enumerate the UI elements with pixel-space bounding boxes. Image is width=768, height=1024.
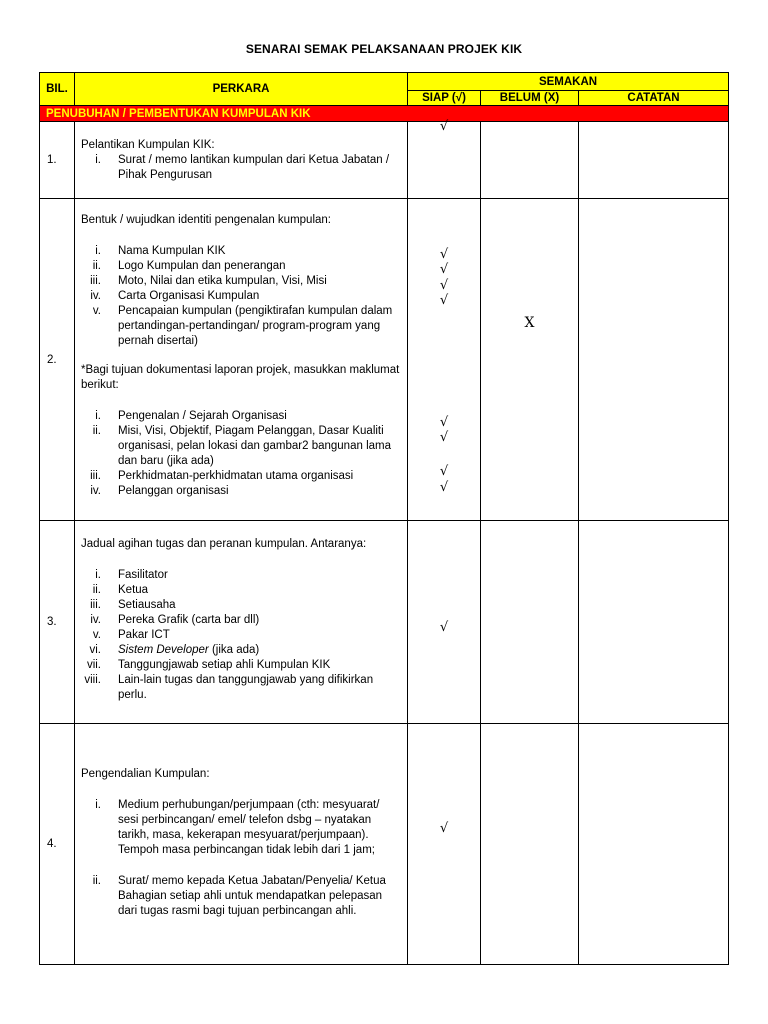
- header-bil: BIL.: [40, 73, 75, 106]
- list-item: i. Surat / memo lantikan kumpulan dari Ketua Jabatan / Pihak Pengurusan: [95, 154, 390, 181]
- siap-cell: [408, 724, 481, 965]
- list-item: vii. Tanggungjawab setiap ahli Kumpulan KIK: [86, 659, 331, 671]
- list-item: ii. Surat/ memo kepada Ketua Jabatan/Penyelia/ Ketua Bahagian setiap ahli untuk mendapatkan pelepasan dari tugas rasmi bagi tujuan perbincangan ahli.: [92, 875, 386, 917]
- table-row: [40, 199, 729, 521]
- list-item: iv. Pereka Grafik (carta bar dll): [90, 614, 260, 626]
- row-note: *Bagi tujuan dokumentasi laporan projek, masukkan maklumat berikut:: [81, 364, 400, 391]
- list-item: ii. Misi, Visi, Objektif, Piagam Pelanggan, Dasar Kualiti organisasi, pelan lokasi dan gambar2 bangunan lama dan baru (jika ada): [92, 425, 391, 467]
- row-intro: Pelantikan Kumpulan KIK:: [81, 139, 215, 151]
- list-item: v. Pakar ICT: [92, 629, 170, 641]
- header-siap: SIAP (√): [408, 91, 481, 106]
- header-semakan: SEMAKAN: [408, 73, 729, 91]
- catatan-cell: [579, 199, 729, 521]
- list-item: i. Medium perhubungan/perjumpaan (cth: mesyuarat/ sesi perbincangan/ emel/ telefon dsbg – nyatakan tarikh, masa, kekerapan mesyuarat/perjumpaan). Tempoh masa perbincangan tidak lebih dari 1 jam;: [95, 799, 380, 856]
- list-item: iv. Pelanggan organisasi: [90, 485, 229, 497]
- tick-mark: √: [439, 278, 449, 293]
- belum-cell: [481, 724, 579, 965]
- list-item: viii. Lain-lain tugas dan tanggungjawab yang difikirkan perlu.: [84, 674, 374, 701]
- list-item: iii. Moto, Nilai dan etika kumpulan, Visi, Misi: [90, 275, 327, 287]
- checklist-table: [39, 72, 729, 965]
- document-title: SENARAI SEMAK PELAKSANAAN PROJEK KIK: [245, 42, 523, 56]
- list-item: v. Pencapaian kumpulan (pengiktirafan kumpulan dalam pertandingan-pertandingan/ program-program yang pernah disertai): [92, 305, 393, 347]
- row-number: 1.: [40, 122, 75, 199]
- catatan-cell: [579, 521, 729, 724]
- row-intro: Bentuk / wujudkan identiti pengenalan kumpulan:: [81, 214, 331, 226]
- tick-mark: √: [439, 480, 449, 495]
- table-row: [40, 724, 729, 965]
- tick-mark: √: [439, 415, 449, 430]
- row-intro: Pengendalian Kumpulan:: [81, 768, 210, 780]
- row-number: 2.: [40, 199, 75, 521]
- row-number: 3.: [40, 521, 75, 724]
- tick-mark: √: [439, 430, 449, 445]
- header-perkara: PERKARA: [75, 73, 408, 106]
- list-item: i. Fasilitator: [95, 569, 168, 581]
- list-item: ii. Logo Kumpulan dan penerangan: [92, 260, 286, 272]
- belum-cell: [481, 199, 579, 521]
- siap-cell: [408, 119, 481, 199]
- section-header: PENUBUHAN / PEMBENTUKAN KUMPULAN KIK: [40, 106, 729, 122]
- row-perkara: [75, 521, 408, 724]
- tick-mark: √: [439, 247, 449, 262]
- siap-cell: [408, 199, 481, 521]
- table-row: [40, 122, 729, 199]
- tick-mark: √: [439, 464, 449, 479]
- list-item: iv. Carta Organisasi Kumpulan: [90, 290, 260, 302]
- tick-mark: √: [439, 262, 449, 277]
- list-item: iii. Setiausaha: [90, 599, 176, 611]
- list-item: i. Nama Kumpulan KIK: [95, 245, 226, 257]
- cross-mark: X: [524, 315, 535, 331]
- row-perkara: [75, 724, 408, 965]
- row-number: 4.: [40, 724, 75, 965]
- list-item: iii. Perkhidmatan-perkhidmatan utama organisasi: [90, 470, 354, 482]
- belum-cell: [481, 521, 579, 724]
- tick-mark: √: [439, 293, 449, 308]
- table-row: [40, 521, 729, 724]
- tick-mark: √: [439, 821, 449, 836]
- list-item: vi. Sistem Developer (jika ada): [89, 644, 260, 656]
- list-item: i. Pengenalan / Sejarah Organisasi: [95, 410, 287, 422]
- siap-cell: [408, 521, 481, 724]
- header-catatan: CATATAN: [579, 91, 729, 106]
- tick-mark: √: [439, 119, 449, 134]
- tick-mark: √: [439, 620, 449, 635]
- row-perkara: [75, 199, 408, 521]
- catatan-cell: [579, 724, 729, 965]
- list-item: ii. Ketua: [92, 584, 149, 596]
- catatan-cell: [579, 122, 729, 199]
- row-perkara: [75, 122, 408, 199]
- header-belum: BELUM (X): [481, 91, 579, 106]
- row-intro: Jadual agihan tugas dan peranan kumpulan. Antaranya:: [81, 538, 367, 550]
- belum-cell: [481, 122, 579, 199]
